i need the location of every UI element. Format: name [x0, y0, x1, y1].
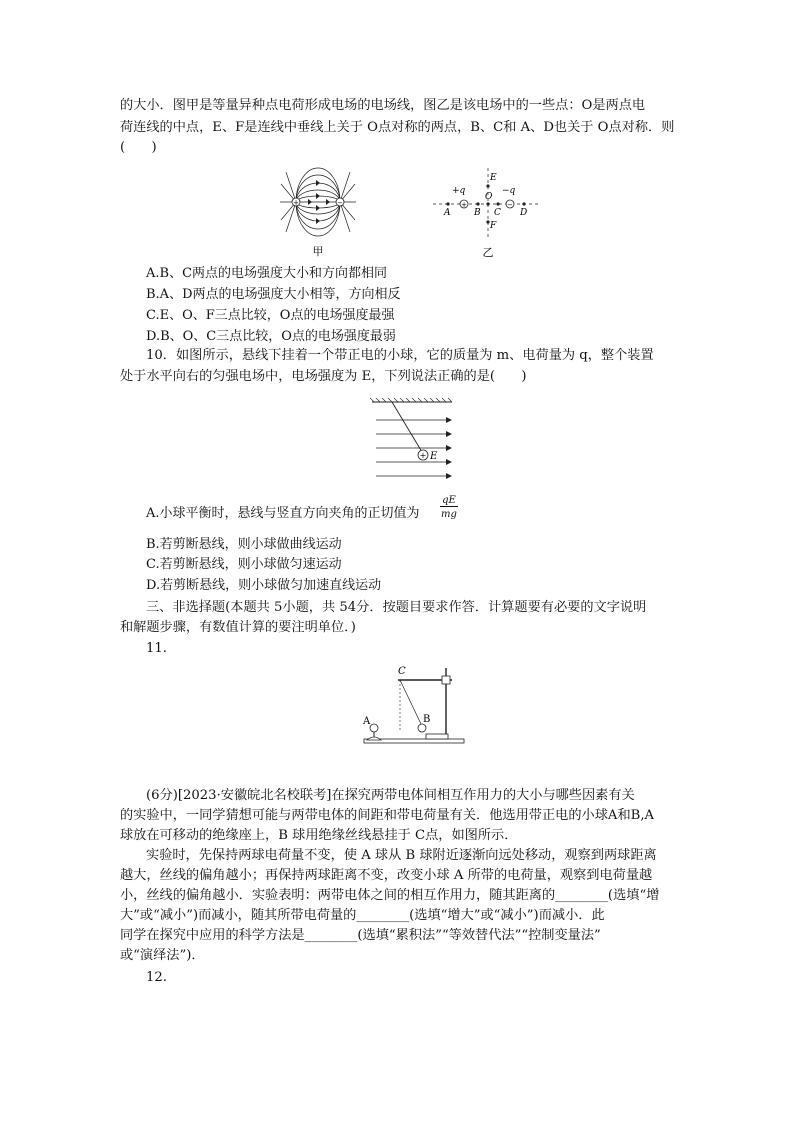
label-minus-q: −q [502, 186, 516, 196]
q11-text-line-3: 球放在可移动的绝缘座上，B 球用绝缘丝线悬挂于 C点，如图所示． [120, 828, 518, 843]
q10-option-a: A.小球平衡时，悬线与竖直方向夹角的正切值为 [146, 506, 420, 521]
svg-text:−: − [507, 201, 513, 209]
label-b: B [474, 208, 481, 218]
label-e: E [490, 173, 497, 183]
section3-heading-line-1: 三、非选择题(本题共 5小题，共 54分．按题目要求作答．计算题要有必要的文字说明 [146, 600, 647, 615]
q11-text-line-2: 的实验中，一同学猜想可能与两带电体的间距和带电荷量有关．他选用带正电的小球A和B,A [120, 808, 655, 823]
q10-option-d: D.若剪断悬线，则小球做匀加速直线运动 [146, 578, 382, 593]
q11-text-line-1: (6分)[2023·安徽皖北名校联考]在探究两带电体间相互作用力的大小与哪些因素有关 [146, 788, 635, 803]
q11-text-line-6: 小，丝线的偏角越小．实验表明：两带电体之间的相互作用力，随其距离的________(选填“增 [120, 888, 660, 903]
svg-text:+: + [293, 199, 299, 207]
figure-jia-caption: 甲 [312, 245, 324, 258]
q9-stem-line-1: 的大小．图甲是等量异种点电荷形成电场的电场线，图乙是该电场中的一些点：O是两点电 [120, 98, 646, 113]
section3-heading-line-2: 和解题步骤，有数值计算的要注明单位．) [120, 620, 356, 635]
label-c: C [494, 208, 501, 218]
figure-jia-dipole-field [278, 162, 368, 262]
q11-text-line-9: 或“演绎法”)． [120, 948, 205, 963]
label-d: D [520, 208, 528, 218]
svg-text:−: − [337, 199, 343, 207]
q9-option-c: C.E、O、F三点比较，O点的电场强度最强 [146, 308, 395, 323]
q10-stem-line-2: 处于水平向右的匀强电场中，电场强度为 E，下列说法正确的是( ) [120, 369, 527, 384]
label-a: A [444, 208, 451, 218]
q9-option-b: B.A、D两点的电场强度大小相等，方向相反 [146, 287, 401, 302]
q11-number: 11. [146, 641, 167, 656]
label-ball-a: A [363, 716, 371, 727]
figure-yi-points [428, 164, 548, 260]
q9-option-d: D.B、O、C三点比较，O点的电场强度最弱 [146, 329, 396, 344]
label-ball-b: B [423, 714, 431, 725]
q9-stem-line-2: 荷连线的中点，E、F是连线中垂线上关于 O点对称的两点，B、C和 A、D也关于 O点对称．则 [120, 120, 675, 135]
fraction-denominator: mg [441, 509, 457, 520]
figure-q10-pendulum-field [370, 396, 460, 488]
fraction-numerator: qE [440, 495, 458, 507]
label-o: O [485, 192, 493, 202]
label-plus-q: +q [452, 186, 466, 196]
q9-option-a: A.B、C两点的电场强度大小和方向都相同 [146, 266, 388, 281]
figure-q11-apparatus [360, 660, 470, 746]
label-c-point: C [398, 666, 406, 677]
q12-number: 12. [146, 970, 167, 985]
svg-text:+: + [461, 201, 467, 209]
q11-text-line-8: 同学在探究中应用的科学方法是________(选填“累积法”“等效替代法”“控制变量法” [120, 928, 601, 943]
q11-text-line-4: 实验时，先保持两球电荷量不变，使 A 球从 B 球附近逐渐向远处移动，观察到两球距离 [146, 848, 657, 863]
q10-option-c: C.若剪断悬线，则小球做匀速运动 [146, 557, 342, 572]
q11-text-line-7: 大”或“减小”)而减小，随其所带电荷量的________(选填“增大”或“减小”)而减小．此 [120, 908, 605, 923]
label-field-e: E [430, 451, 438, 462]
label-f: F [490, 221, 497, 231]
svg-text:+: + [419, 451, 427, 460]
q10-option-b: B.若剪断悬线，则小球做曲线运动 [146, 537, 342, 552]
q9-stem-line-3: ( ) [120, 140, 157, 155]
q10-stem-line-1: 10．如图所示，悬线下挂着一个带正电的小球，它的质量为 m、电荷量为 q，整个装置 [146, 348, 654, 363]
figure-yi-caption: 乙 [482, 246, 494, 259]
q11-text-line-5: 越大，丝线的偏角越小；再保持两球距离不变，改变小球 A 所带的电荷量，观察到电荷量越 [120, 868, 653, 883]
